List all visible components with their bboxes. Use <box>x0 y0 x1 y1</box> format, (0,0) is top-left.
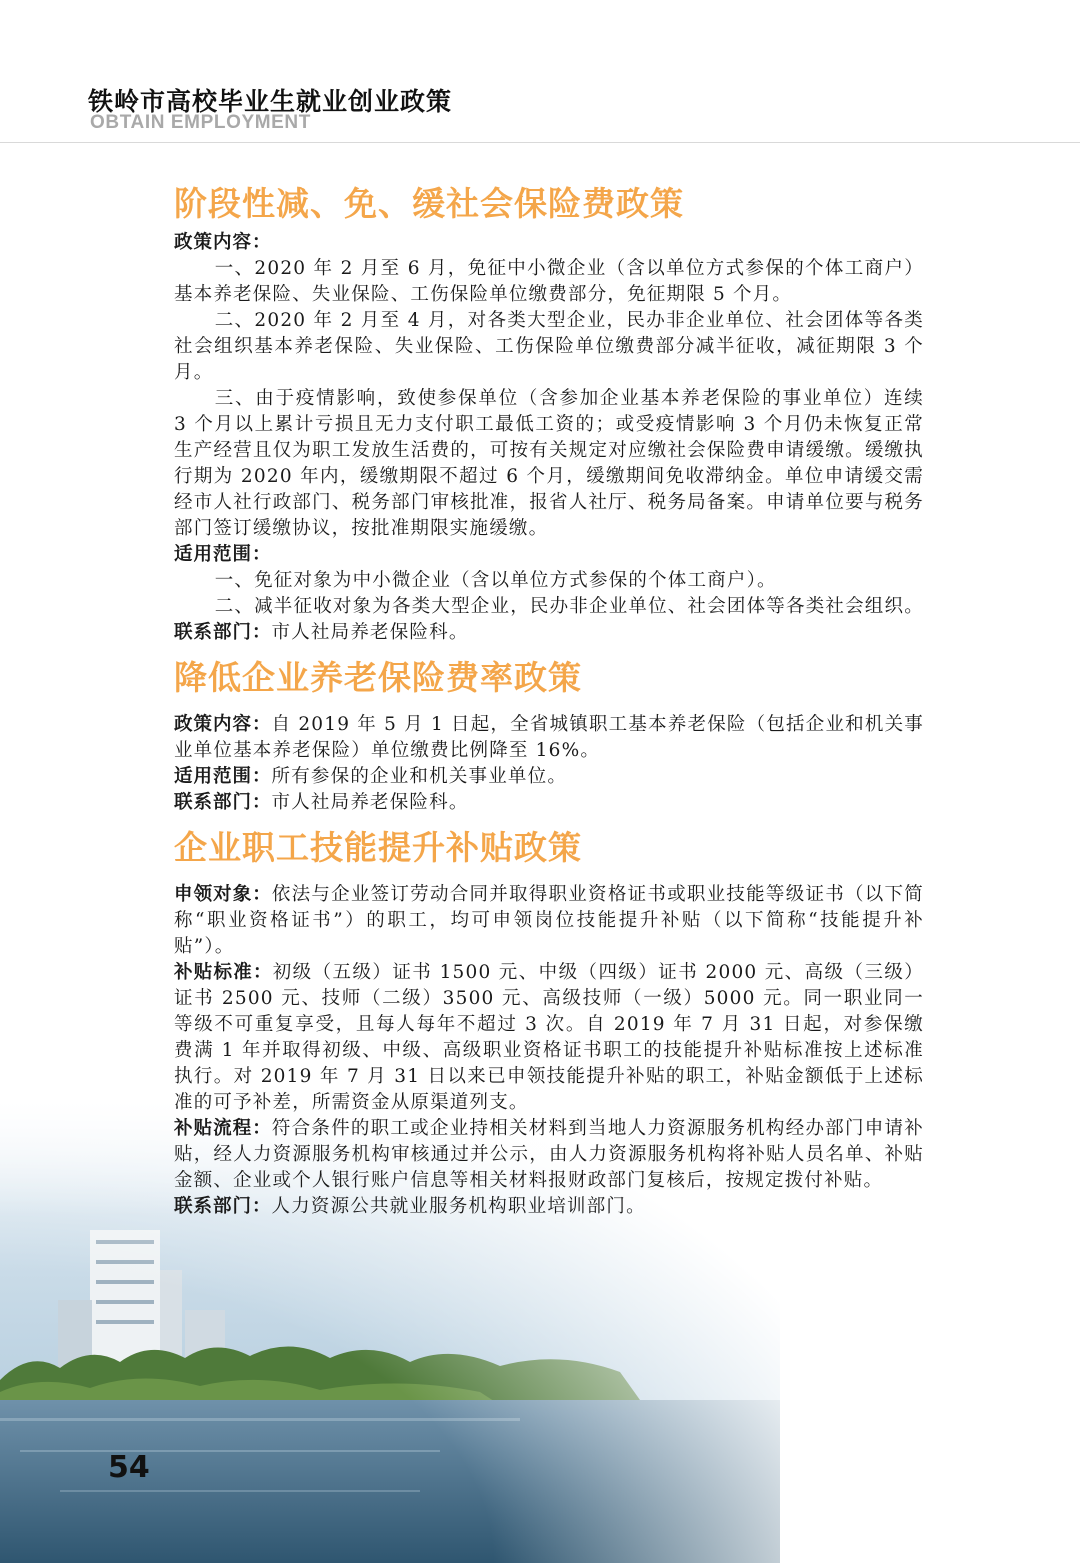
standard-value: 初级（五级）证书 1500 元、中级（四级）证书 2000 元、高级（三级）证书 2500 元、技师（二级）3500 元、高级技师（一级）5000 元。同一职业同一等级不可重复享受，且每人每年不超过 3 次。自 2019 年 7 月 31 日起，对参保缴费满 1 年并取得初级、中级、高级职业资格证书职工的技能提升补贴标准按上述标准执行。对 2019 年 7 月 31 日以来已申领技能提升补贴的职工，补贴金额低于上述标准的可予补差，所需资金从原渠道列支。 <box>174 962 924 1113</box>
contact-value: 市人社局养老保险科。 <box>271 622 469 643</box>
section-social-insurance-relief <box>174 178 924 646</box>
policy-content-value: 自 2019 年 5 月 1 日起，全省城镇职工基本养老保险（包括企业和机关事业单位基本养老保险）单位缴费比例降至 16%。 <box>174 714 924 761</box>
scope-line <box>174 764 924 790</box>
header-subtitle: OBTAIN EMPLOYMENT <box>90 112 311 133</box>
page-header <box>0 0 1080 143</box>
section-pension-rate <box>174 650 924 816</box>
section-skill-subsidy <box>174 820 924 1220</box>
policy-content-label: 政策内容： <box>174 232 272 253</box>
scope-label: 适用范围： <box>174 544 272 565</box>
contact-line <box>174 1194 924 1220</box>
policy-paragraph: 一、2020 年 2 月至 6 月，免征中小微企业（含以单位方式参保的个体工商户）基本养老保险、失业保险、工伤保险单位缴费部分，免征期限 5 个月。 <box>174 258 924 305</box>
contact-value: 人力资源公共就业服务机构职业培训部门。 <box>271 1196 646 1217</box>
contact-line <box>174 620 924 646</box>
target-value: 依法与企业签订劳动合同并取得职业资格证书或职业技能等级证书（以下简称“职业资格证书”）的职工，均可申领岗位技能提升补贴（以下简称“技能提升补贴”）。 <box>174 884 924 957</box>
page-number: 54 <box>108 1450 150 1485</box>
policy-content-line <box>174 712 924 764</box>
section-title: 企业职工技能提升补贴政策 <box>174 828 582 867</box>
standard-line <box>174 960 924 1116</box>
policy-paragraph: 二、2020 年 2 月至 4 月，对各类大型企业，民办非企业单位、社会团体等各类社会组织基本养老保险、失业保险、工伤保险单位缴费部分减半征收，减征期限 3 个月。 <box>174 310 924 383</box>
process-value: 符合条件的职工或企业持相关材料到当地人力资源服务机构经办部门申请补贴，经人力资源服务机构审核通过并公示，由人力资源服务机构将补贴人员名单、补贴金额、企业或个人银行账户信息等相关材料报财政部门复核后，按规定拨付补贴。 <box>174 1118 924 1191</box>
target-line <box>174 882 924 960</box>
process-line <box>174 1116 924 1194</box>
section-title: 降低企业养老保险费率政策 <box>174 658 582 697</box>
target-label: 申领对象： <box>174 884 272 905</box>
contact-label: 联系部门： <box>174 1196 272 1217</box>
policy-paragraph: 三、由于疫情影响，致使参保单位（含参加企业基本养老保险的事业单位）连续 3 个月以上累计亏损且无力支付职工最低工资的；或受疫情影响 3 个月仍未恢复正常生产经营且仅为职工发放生活费的，可按有关规定对应缴社会保险费申请缓缴。缓缴执行期为 2020 年内，缓缴期限不超过 6 个月，缓缴期间免收滞纳金。单位申请缓交需经市人社行政部门、税务部门审核批准，报省人社厅、税务局备案。申请单位要与税务部门签订缓缴协议，按批准期限实施缓缴。 <box>174 388 924 539</box>
contact-value: 市人社局养老保险科。 <box>271 792 469 813</box>
contact-label: 联系部门： <box>174 622 272 643</box>
scope-paragraph: 二、减半征收对象为各类大型企业，民办非企业单位、社会团体等各类社会组织。 <box>214 596 924 617</box>
contact-label: 联系部门： <box>174 792 272 813</box>
process-label: 补贴流程： <box>174 1118 272 1139</box>
scope-paragraph: 一、免征对象为中小微企业（含以单位方式参保的个体工商户）。 <box>214 570 777 591</box>
contact-line <box>174 790 924 816</box>
policy-content-label: 政策内容： <box>174 714 272 735</box>
scope-value: 所有参保的企业和机关事业单位。 <box>271 766 568 787</box>
header-title: 铁岭市高校毕业生就业创业政策 <box>88 87 453 116</box>
main-content <box>174 178 924 1224</box>
standard-label: 补贴标准： <box>174 962 273 983</box>
section-title: 阶段性减、免、缓社会保险费政策 <box>174 184 684 223</box>
scope-label: 适用范围： <box>174 766 272 787</box>
